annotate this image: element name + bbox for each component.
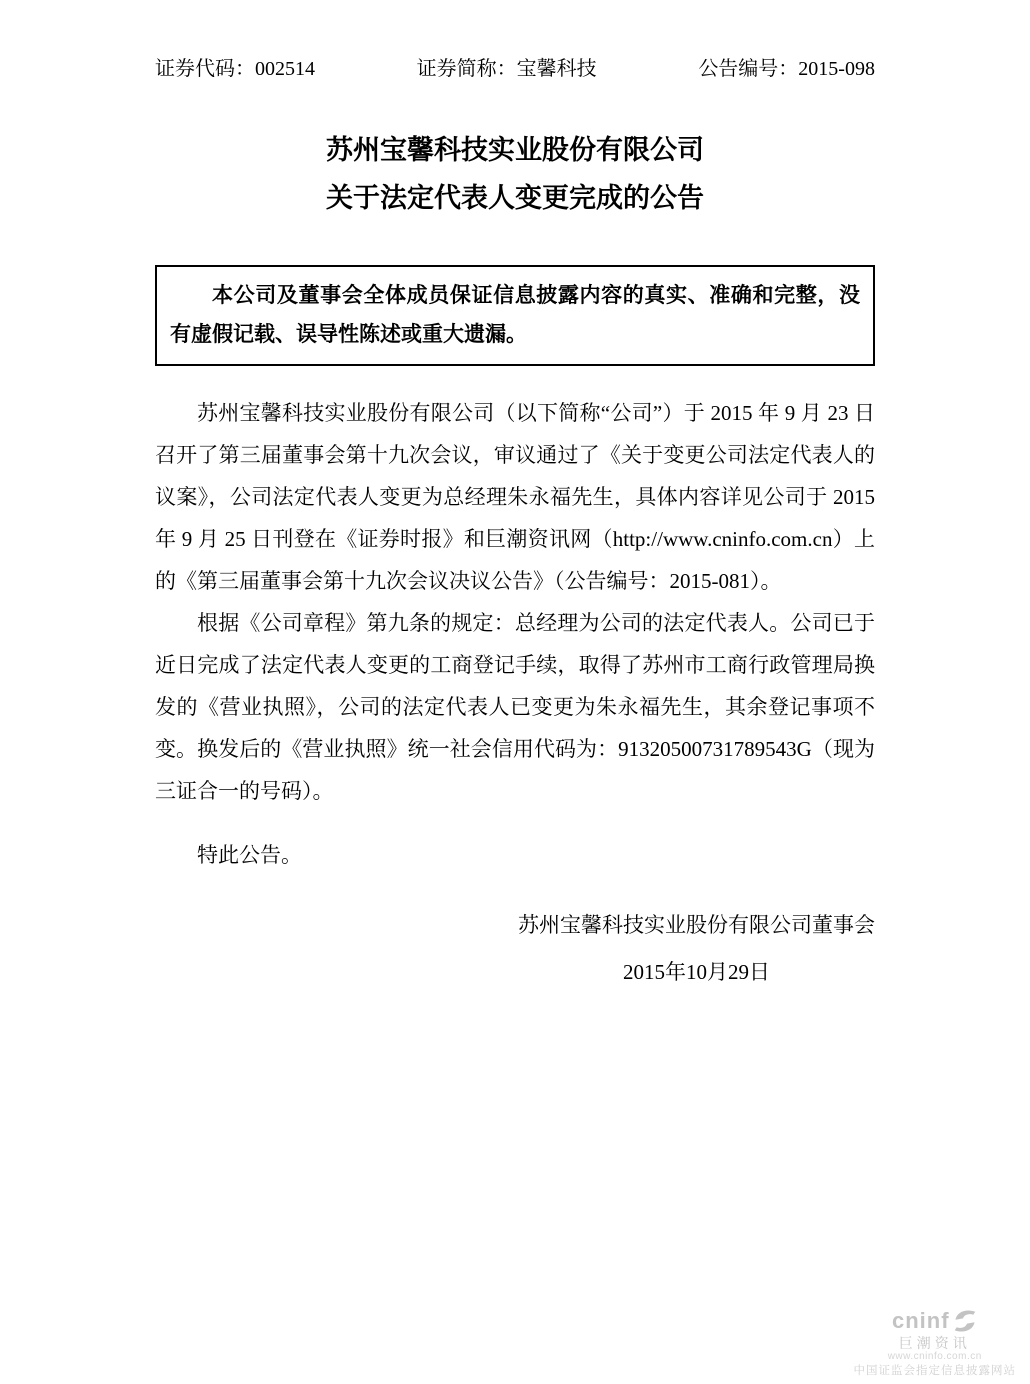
header-stock-code: 证券代码：002514	[155, 58, 315, 80]
header-stock-short-name: 证券简称：宝馨科技	[416, 58, 597, 80]
cninfo-swirl-icon	[952, 1308, 978, 1334]
body-paragraph-1: 苏州宝馨科技实业股份有限公司（以下简称“公司”）于 2015 年 9 月 23 日召开了第三届董事会第十九次会议，审议通过了《关于变更公司法定代表人的议案》，公司法定代表人变更为总经理朱永福先生，具体内容详见公司于 2015 年 9 月 25 日刊登在《证券时报》和巨潮资讯网（http://www.cninfo.com.cn）上的《第三届董事会第十九次会议决议公告》（公告编号：2015-081）。	[155, 401, 875, 593]
disclaimer-box	[155, 265, 875, 366]
title-announcement-subject: 关于法定代表人变更完成的公告	[326, 183, 704, 213]
signature-company: 苏州宝馨科技实业股份有限公司董事会	[518, 913, 875, 937]
disclaimer-text: 本公司及董事会全体成员保证信息披露内容的真实、准确和完整，没有虚假记载、误导性陈述或重大遗漏。	[170, 283, 860, 346]
document-content	[155, 0, 875, 996]
cninfo-tagline: 中国证监会指定信息披露网站	[853, 1365, 1016, 1377]
page-title	[155, 135, 875, 213]
body-paragraph-2: 根据《公司章程》第九条的规定：总经理为公司的法定代表人。公司已于近日完成了法定代表人变更的工商登记手续，取得了苏州市工商行政管理局换发的《营业执照》，公司的法定代表人已变更为朱永福先生，其余登记事项不变。换发后的《营业执照》统一社会信用代码为：91320500731789543G（现为三证合一的号码）。	[155, 611, 875, 803]
signature-block	[518, 902, 875, 996]
cninfo-url: www.cninfo.com.cn	[887, 1351, 982, 1362]
cninfo-watermark	[854, 1308, 1017, 1378]
signature-date: 2015年10月29日	[623, 960, 770, 984]
header-announcement-number: 公告编号：2015-098	[698, 58, 875, 80]
title-company-name: 苏州宝馨科技实业股份有限公司	[326, 135, 704, 165]
cninfo-brand-name: 巨潮资讯	[898, 1335, 971, 1351]
cninfo-logo-text: cninf	[891, 1308, 950, 1333]
closing-statement: 特此公告。	[197, 843, 302, 867]
document-header	[155, 0, 875, 81]
cninfo-logo	[854, 1308, 1017, 1334]
